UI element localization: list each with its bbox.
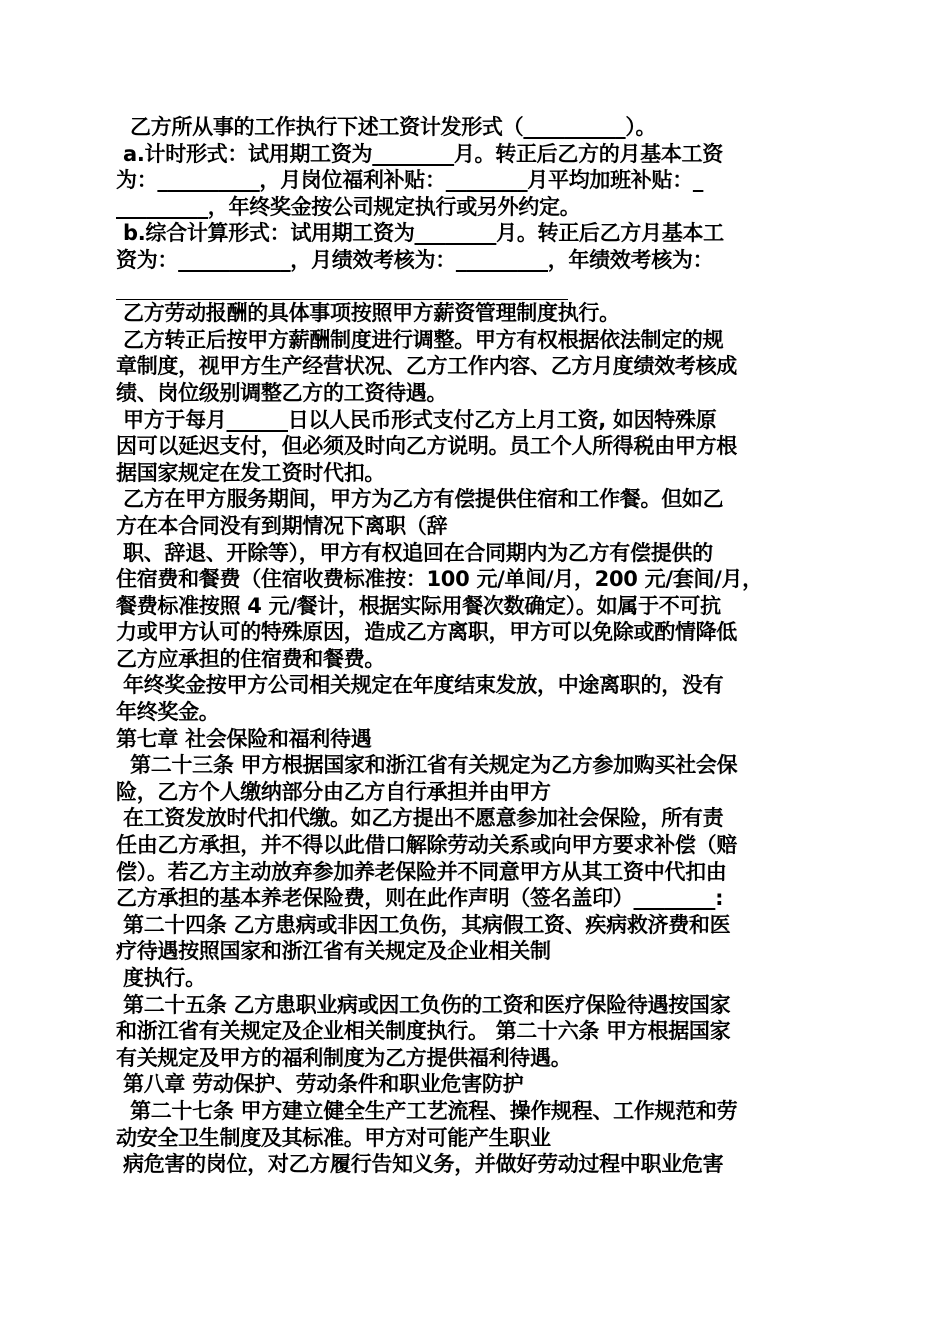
text-line: 为：__________，月岗位福利补贴：________月平均加班补贴：_ — [116, 168, 704, 193]
text-line: 乙方在甲方服务期间，甲方为乙方有偿提供住宿和工作餐。但如乙 — [116, 487, 724, 512]
document-body — [116, 114, 836, 1178]
text-line: 力或甲方认可的特殊原因，造成乙方离职，甲方可以免除或酌情降低 — [116, 620, 737, 645]
text-line: 职、辞退、开除等），甲方有权追回在合同期内为乙方有偿提供的 — [116, 540, 713, 565]
text-line: 因可以延迟支付，但必须及时向乙方说明。员工个人所得税由甲方根 — [116, 434, 737, 459]
text-line: 任由乙方承担，并不得以此借口解除劳动关系或向甲方要求补偿（赔 — [116, 833, 737, 858]
text-line: 章制度，视甲方生产经营状况、乙方工作内容、乙方月度绩效考核成 — [116, 354, 737, 379]
text-line: _________，年终奖金按公司规定执行或另外约定。 — [116, 194, 581, 219]
text-line: 绩、岗位级别调整乙方的工资待遇。 — [116, 380, 448, 405]
text-line: 险，乙方个人缴纳部分由乙方自行承担并由甲方 — [116, 779, 551, 804]
text-line: 和浙江省有关规定及企业相关制度执行。 第二十六条 甲方根据国家 — [116, 1019, 731, 1044]
text-line: 年终奖金按甲方公司相关规定在年度结束发放，中途离职的，没有 — [116, 673, 724, 698]
text-line: 据国家规定在发工资时代扣。 — [116, 460, 386, 485]
text-line: 第八章 劳动保护、劳动条件和职业危害防护 — [116, 1072, 524, 1097]
text-line: 有关规定及甲方的福利制度为乙方提供福利待遇。 — [116, 1045, 572, 1070]
text-line: 病危害的岗位，对乙方履行告知义务，并做好劳动过程中职业危害 — [116, 1152, 724, 1177]
text-line: 乙方应承担的住宿费和餐费。 — [116, 646, 386, 671]
text-line: 方在本合同没有到期情况下离职（辞 — [116, 513, 448, 538]
text-line: 第七章 社会保险和福利待遇 — [116, 726, 372, 751]
text-line: 甲方于每月______日以人民币形式支付乙方上月工资, 如因特殊原 — [116, 407, 717, 432]
text-line: 动安全卫生制度及其标准。甲方对可能产生职业 — [116, 1125, 551, 1150]
text-line: 第二十七条 甲方建立健全生产工艺流程、操作规程、工作规范和劳 — [116, 1098, 738, 1123]
text-line: 乙方转正后按甲方薪酬制度进行调整。甲方有权根据依法制定的规 — [116, 327, 724, 352]
text-line: a.计时形式：试用期工资为________月。转正后乙方的月基本工资 — [116, 141, 723, 166]
text-line: 第二十四条 乙方患病或非因工负伤，其病假工资、疾病救济费和医 — [116, 912, 731, 937]
text-line: 乙方所从事的工作执行下述工资计发形式（__________）。 — [116, 115, 657, 139]
blank-underline — [116, 299, 568, 300]
text-line: 乙方劳动报酬的具体事项按照甲方薪资管理制度执行。 — [116, 301, 620, 326]
text-line: 第二十五条 乙方患职业病或因工负伤的工资和医疗保险待遇按国家 — [116, 992, 731, 1017]
text-line: 资为：___________，月绩效考核为：_________，年绩效考核为： — [116, 247, 714, 272]
text-line: 年终奖金。 — [116, 700, 220, 725]
text-line: 度执行。 — [116, 966, 206, 990]
text-line: b.综合计算形式：试用期工资为________月。转正后乙方月基本工 — [116, 221, 724, 246]
text-line: 在工资发放时代扣代缴。如乙方提出不愿意参加社会保险，所有责 — [116, 806, 724, 831]
text-line: 餐费标准按照 4 元/餐计，根据实际用餐次数确定）。如属于不可抗 — [116, 593, 721, 618]
text-line: 疗待遇按照国家和浙江省有关规定及企业相关制 — [116, 939, 551, 964]
text-line: 住宿费和餐费（住宿收费标准按：100 元/单间/月，200 元/套间/月， — [116, 567, 763, 592]
text-line: 乙方承担的基本养老保险费，则在此作声明（签名盖印）________: — [116, 886, 724, 911]
text-line: 偿）。若乙方主动放弃参加养老保险并不同意甲方从其工资中代扣由 — [116, 859, 727, 884]
text-line — [116, 274, 836, 301]
text-line: 第二十三条 甲方根据国家和浙江省有关规定为乙方参加购买社会保 — [116, 753, 738, 778]
